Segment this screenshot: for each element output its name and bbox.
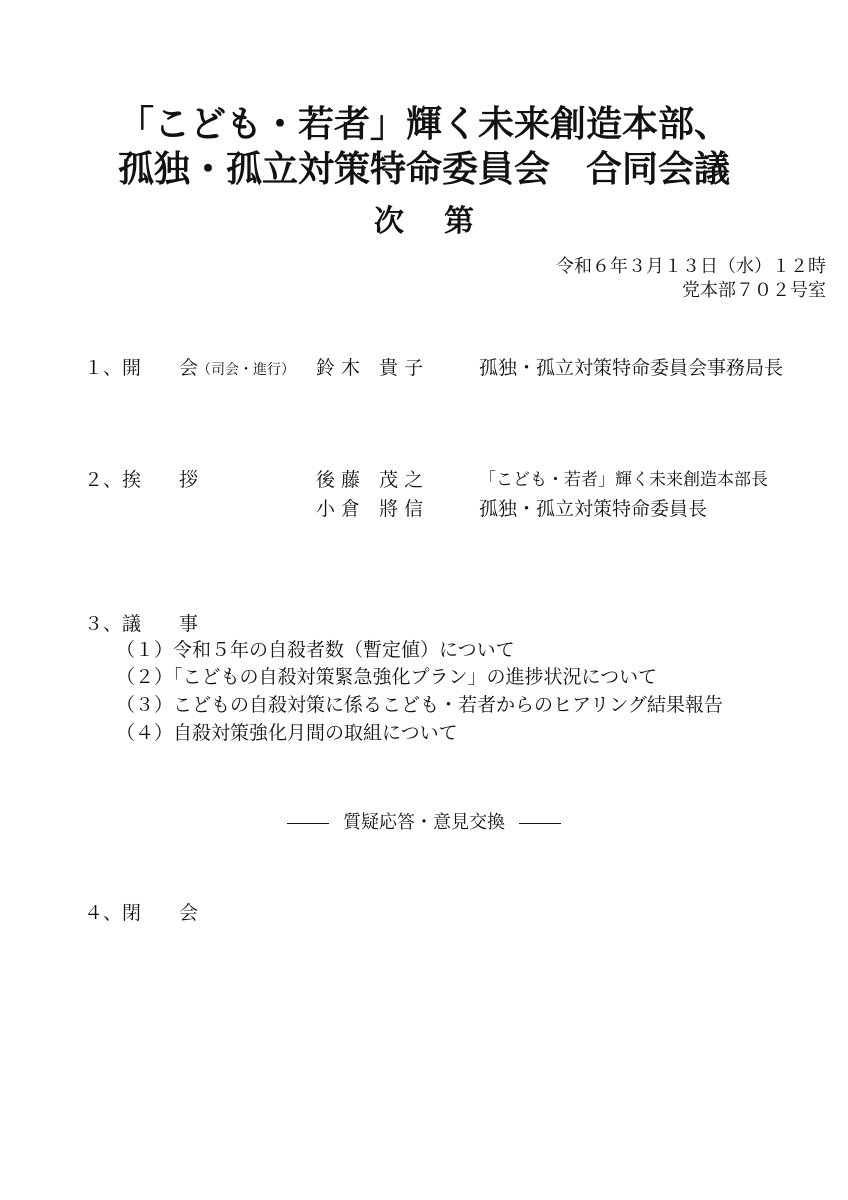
opening-role: （司会・進行） (197, 362, 295, 378)
meeting-place: 党本部７０２号室 (682, 280, 826, 301)
closing-label: ４、閉 会 (84, 902, 199, 924)
document-title-line1: 「こども・若者」輝く未来創造本部、 (117, 104, 730, 145)
qa-label: 質疑応答・意見交換 (343, 812, 505, 833)
greeting-speaker-title: 孤独・孤立対策特命委員長 (479, 498, 708, 520)
agenda-item: （１）令和５年の自殺者数（暫定値）について (116, 639, 515, 661)
opening-title: 孤独・孤立対策特命委員会事務局長 (479, 357, 784, 379)
meeting-date: 令和６年３月１３日（水）１２時 (556, 256, 826, 277)
qa-divider (0, 810, 848, 836)
agenda-label: ３、議 事 (84, 613, 199, 635)
greeting-label: ２、挨 拶 (84, 469, 199, 491)
document-subtitle: 次第 (374, 204, 514, 239)
agenda-item: （２）「こどもの自殺対策緊急強化プラン」の進捗状況について (116, 666, 658, 688)
greeting-speaker-title: 「こども・若者」輝く未来創造本部長 (479, 470, 768, 490)
greeting-speaker-name: 小 倉 將 信 (316, 498, 424, 520)
divider-line (287, 823, 329, 824)
document-title-line2: 孤独・孤立対策特命委員会 合同会議 (117, 149, 730, 190)
opening-label: １、開 会 (84, 357, 199, 379)
divider-line (519, 823, 561, 824)
greeting-speaker-name: 後 藤 茂 之 (316, 469, 424, 491)
agenda-item: （３）こどもの自殺対策に係るこども・若者からのヒアリング結果報告 (116, 694, 723, 716)
agenda-item: （４）自殺対策強化月間の取組について (116, 722, 458, 744)
opening-name: 鈴 木 貴 子 (316, 357, 424, 379)
